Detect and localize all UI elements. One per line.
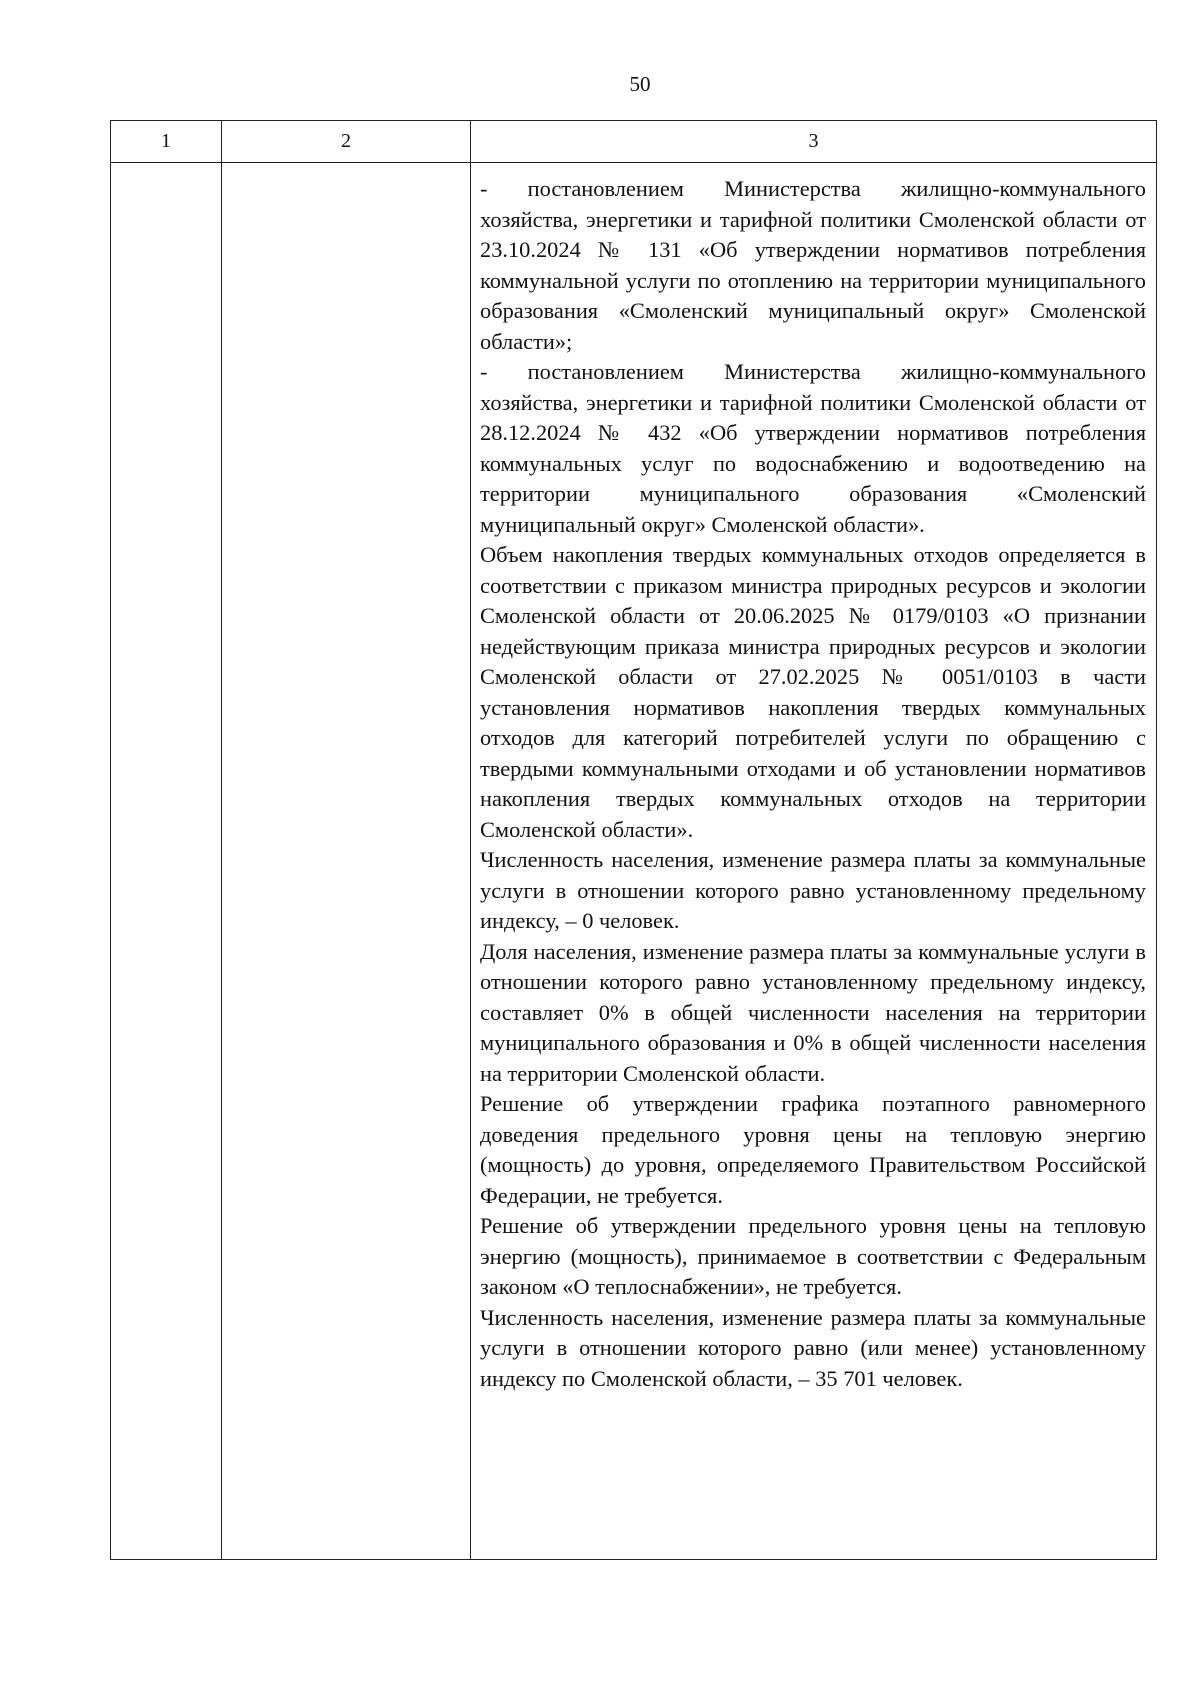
paragraph-population-share: Доля населения, изменение размера платы за коммунальные услуги в отношении которого равно установленному предельному индексу, составляет 0% в общей численности населения на территории муниципального образования и 0% в общей численности населения на территории Смоленской области. xyxy=(480,938,1146,1086)
page-number: 50 xyxy=(629,72,651,96)
column-header-1: 1 xyxy=(111,121,222,163)
paragraph-population-count-limit: Численность населения, изменение размера платы за коммунальные услуги в отношении которого равно установленному предельному индексу, – 0 человек. xyxy=(480,847,1146,933)
column-header-2: 2 xyxy=(222,121,471,163)
column-header-3: 3 xyxy=(471,121,1157,163)
table-header-row xyxy=(111,121,1157,163)
cell-column-2 xyxy=(222,163,471,1560)
paragraph-heat-price-limit: Решение об утверждении предельного уровня цены на тепловую энергию (мощность), принимаемое в соответствии с Федеральным законом «О теплоснабжении», не требуется. xyxy=(480,1213,1146,1299)
table-row xyxy=(111,163,1157,1560)
paragraph-waste-volume: Объем накопления твердых коммунальных отходов определяется в соответствии с приказом министра природных ресурсов и экологии Смоленской области от 20.06.2025 № 0179/0103 «О признании недействующим приказа министра природных ресурсов и экологии Смоленской области от 27.02.2025 № 0051/0103 в части установления нормативов накопления твердых коммунальных отходов для категорий потребителей услуги по обращению с твердыми коммунальными отходами и об установлении нормативов накопления твердых коммунальных отходов на территории Смоленской области». xyxy=(480,542,1146,842)
paragraph-heat-schedule: Решение об утверждении графика поэтапного равномерного доведения предельного уровня цены на тепловую энергию (мощность) до уровня, определяемого Правительством Российской Федерации, не требуется. xyxy=(480,1091,1146,1208)
cell-column-3 xyxy=(471,163,1157,1560)
paragraph-resolution-131: - постановлением Министерства жилищно-коммунального хозяйства, энергетики и тарифной политики Смоленской области от 23.10.2024 № 131 «Об утверждении нормативов потребления коммунальной услуги по отоплению на территории муниципального образования «Смоленский муниципальный округ» Смоленской области»; xyxy=(480,176,1146,354)
paragraph-resolution-432: - постановлением Министерства жилищно-коммунального хозяйства, энергетики и тарифной политики Смоленской области от 28.12.2024 № 432 «Об утверждении нормативов потребления коммунальных услуг по водоснабжению и водоотведению на территории муниципального образования «Смоленский муниципальный округ» Смоленской области». xyxy=(480,359,1146,537)
cell-column-1 xyxy=(111,163,222,1560)
document-table xyxy=(110,120,1157,1560)
paragraph-population-count-index: Численность населения, изменение размера платы за коммунальные услуги в отношении которого равно (или менее) установленному индексу по Смоленской области, – 35 701 человек. xyxy=(480,1304,1146,1391)
